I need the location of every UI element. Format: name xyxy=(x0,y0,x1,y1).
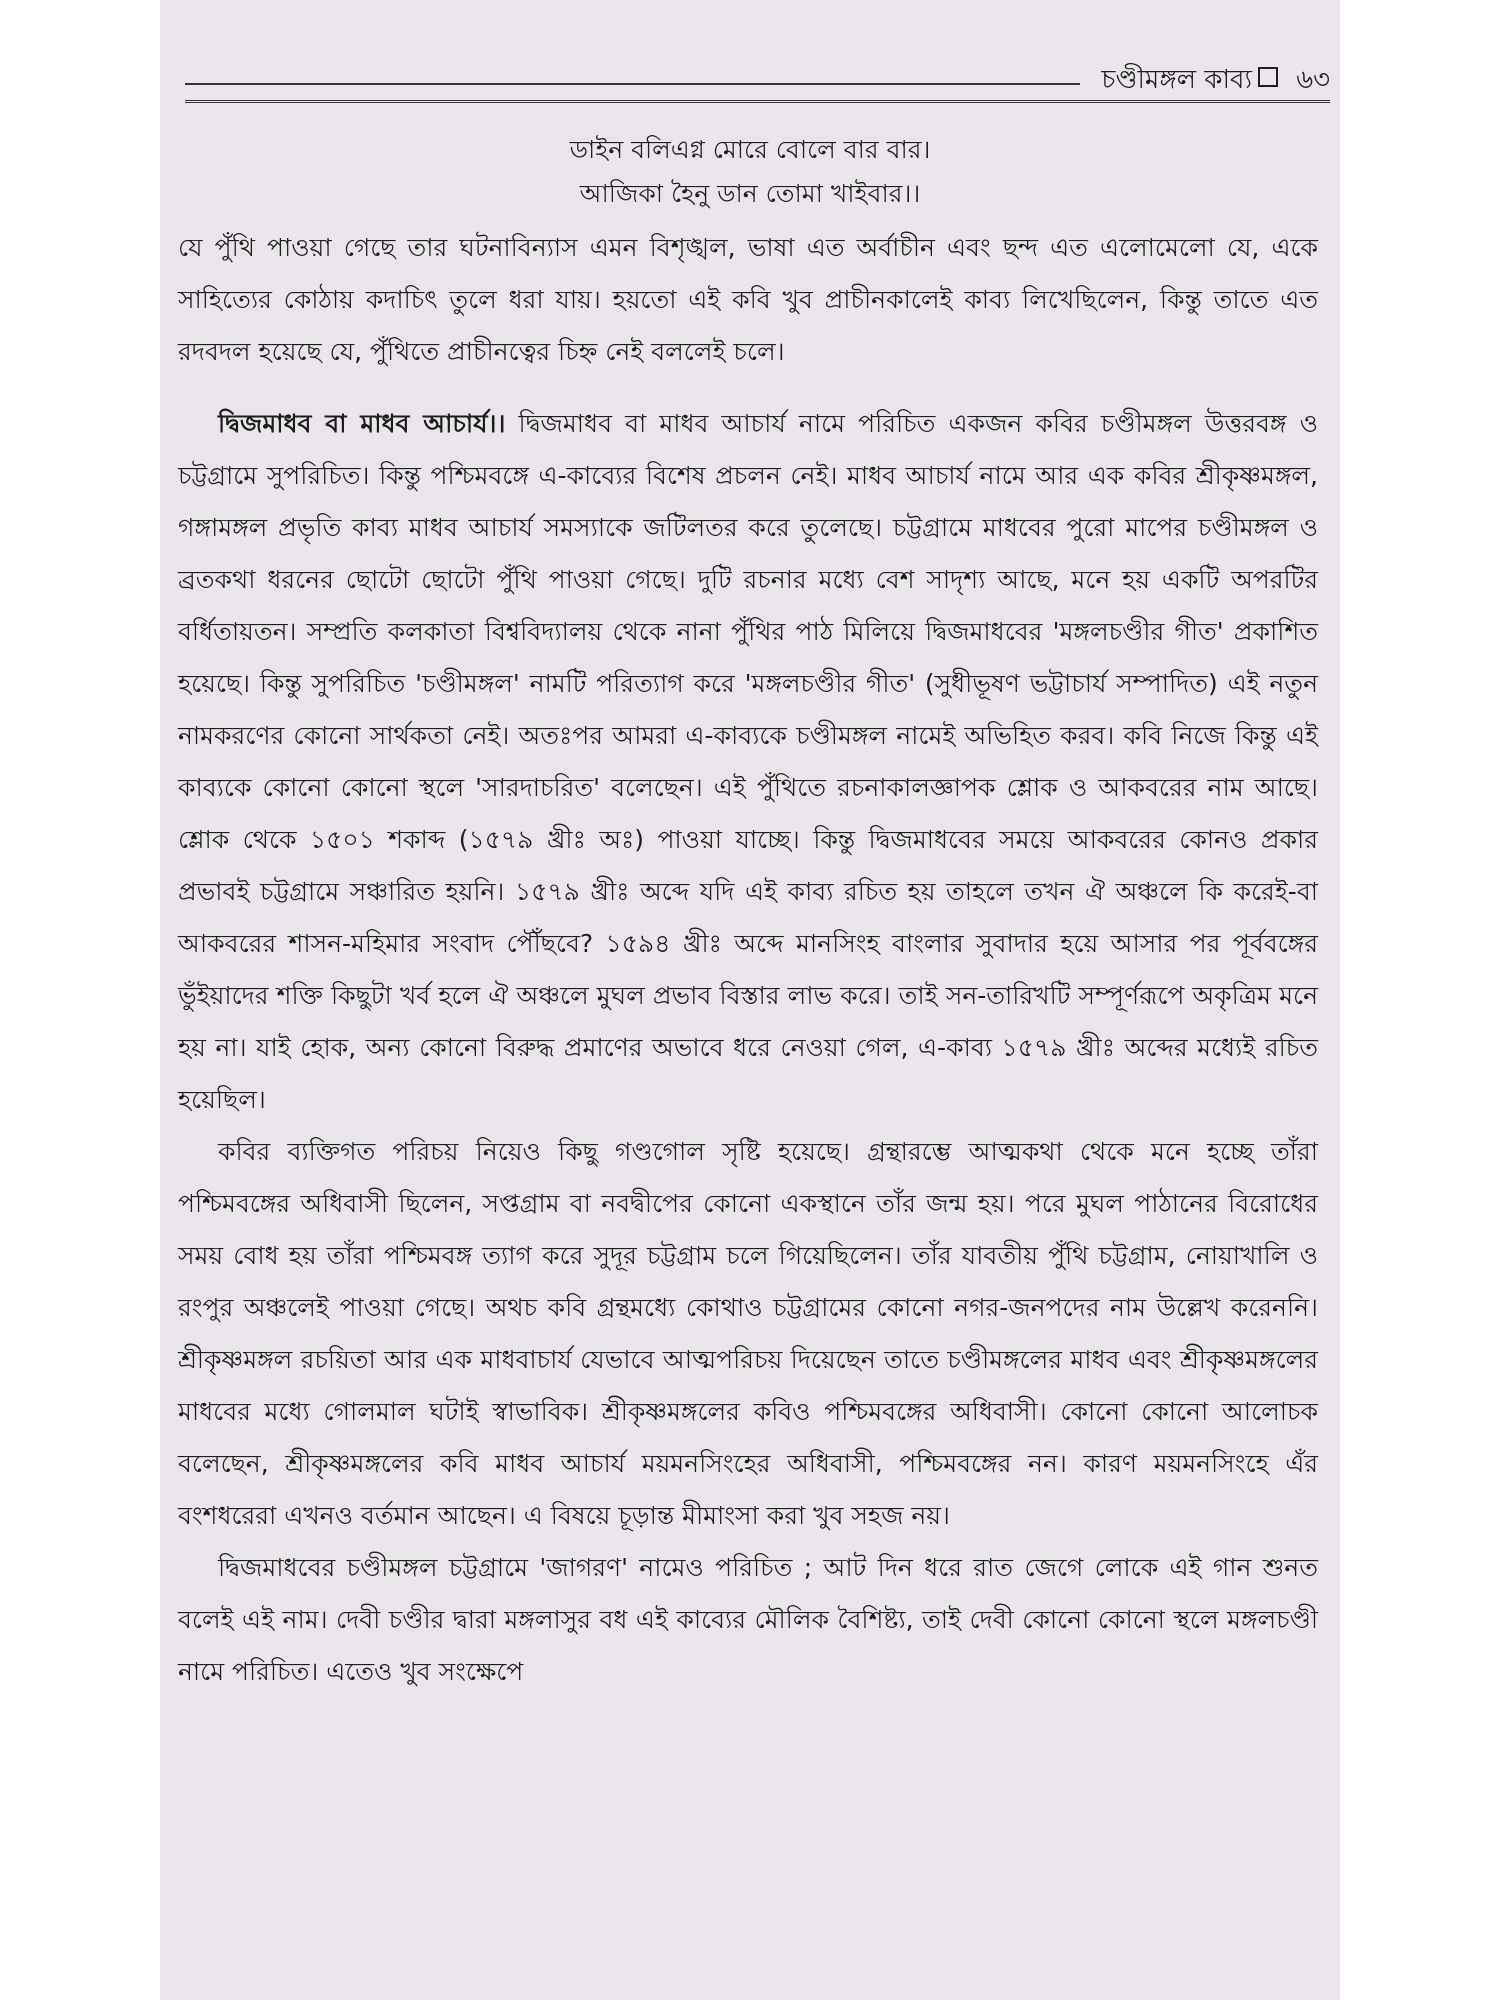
section-heading: দ্বিজমাধব বা মাধব আচার্য।। xyxy=(218,409,506,438)
header-double-rule xyxy=(185,100,1330,107)
paragraph-text: দ্বিজমাধবের চণ্ডীমঙ্গল চট্টগ্রামে 'জাগরণ' নামেও পরিচিত ; আট দিন ধরে রাত জেগে লোকে এই গান শুনত বলেই এই নাম। দেবী চণ্ডীর দ্বারা মঙ্গলাসুর বধ এই কাব্যের মৌলিক বৈশিষ্ট্য, তাই দেবী কোনো কোনো স্থলে মঙ্গলচণ্ডী নামে পরিচিত। এতেও খুব সংক্ষেপে xyxy=(178,1553,1318,1686)
paragraph-text: দ্বিজমাধব বা মাধব আচার্য নামে পরিচিত একজন কবির চণ্ডীমঙ্গল উত্তরবঙ্গ ও চট্টগ্রামে সুপরিচিত। কিন্তু পশ্চিমবঙ্গে এ-কাব্যের বিশেষ প্রচলন নেই। মাধব আচার্য নামে আর এক কবির শ্রীকৃষ্ণমঙ্গল, গঙ্গামঙ্গল প্রভৃতি কাব্য মাধব আচার্য সমস্যাকে জটিলতর করে তুলেছে। চট্টগ্রামে মাধবের পুরো মাপের চণ্ডীমঙ্গল ও ব্রতকথা ধরনের ছোটো ছোটো পুঁথি পাওয়া গেছে। দুটি রচনার মধ্যে বেশ সাদৃশ্য আছে, মনে হয় একটি অপরটির বর্ধিতায়তন। সম্প্রতি কলকাতা বিশ্ববিদ্যালয় থেকে নানা পুঁথির পাঠ মিলিয়ে দ্বিজমাধবের 'মঙ্গলচণ্ডীর গীত' প্রকাশিত হয়েছে। কিন্তু সুপরিচিত 'চণ্ডীমঙ্গল' নামটি পরিত্যাগ করে 'মঙ্গলচণ্ডীর গীত' (সুধীভূষণ ভট্টাচার্য সম্পাদিত) এই নতুন নামকরণের কোনো সার্থকতা নেই। অতঃপর আমরা এ-কাব্যকে চণ্ডীমঙ্গল নামেই অভিহিত করব। কবি নিজে কিন্তু এই কাব্যকে কোনো কোনো স্থলে 'সারদাচরিত' বলেছেন। এই পুঁথিতে রচনাকালজ্ঞাপক শ্লোক ও আকবরের নাম আছে। শ্লোক থেকে ১৫০১ শকাব্দ (১৫৭৯ খ্রীঃ অঃ) পাওয়া যাচ্ছে। কিন্তু দ্বিজমাধবের সময়ে আকবরের কোনও প্রকার প্রভাবই চট্টগ্রামে সঞ্চারিত হয়নি। ১৫৭৯ খ্রীঃ অব্দে যদি এই কাব্য রচিত হয় তাহলে তখন ঐ অঞ্চলে কি করেই-বা আকবরের শাসন-মহিমার সংবাদ পৌঁছবে? ১৫৯৪ খ্রীঃ অব্দে মানসিংহ বাংলার সুবাদার হয়ে আসার পর পূর্ববঙ্গের ভুঁইয়াদের শক্তি কিছুটা খর্ব হলে ঐ অঞ্চলে মুঘল প্রভাব বিস্তার লাভ করে। তাই সন-তারিখটি সম্পূর্ণরূপে অকৃত্রিম মনে হয় না। যাই হোক, অন্য কোনো বিরুদ্ধ প্রমাণের অভাবে ধরে নেওয়া গেল, এ-কাব্য ১৫৭৯ খ্রীঃ অব্দের মধ্যেই রচিত হয়েছিল। xyxy=(178,409,1318,1114)
paragraph-text: যে পুঁথি পাওয়া গেছে তার ঘটনাবিন্যাস এমন বিশৃঙ্খল, ভাষা এত অর্বাচীন এবং ছন্দ এত এলোমেলো যে, একে সাহিত্যের কোঠায় কদাচিৎ তুলে ধরা যায়। হয়তো এই কবি খুব প্রাচীনকালেই কাব্য লিখেছিলেন, কিন্তু তাতে এত রদবদল হয়েছে যে, পুঁথিতে প্রাচীনত্বের চিহ্ন নেই বললেই চলে। xyxy=(178,233,1318,366)
paragraph xyxy=(178,222,1318,378)
paragraph xyxy=(178,1126,1318,1542)
running-header xyxy=(185,55,1330,95)
verse-line: আজিকা হৈনু ডান তোমা খাইবার।। xyxy=(579,179,921,208)
header-rule xyxy=(185,83,1080,85)
paragraph xyxy=(178,1542,1318,1698)
square-ornament-icon xyxy=(1258,67,1278,87)
verse-line: ডাইন বলিএগ্ন মোরে বোলে বার বার। xyxy=(569,135,931,164)
book-page xyxy=(160,0,1340,2000)
page-number: ৬৩ xyxy=(1296,65,1330,95)
verse-block xyxy=(160,128,1340,216)
paragraph-text: কবির ব্যক্তিগত পরিচয় নিয়েও কিছু গণ্ডগোল সৃষ্টি হয়েছে। গ্রন্থারম্ভে আত্মকথা থেকে মনে হচ্ছে তাঁরা পশ্চিমবঙ্গের অধিবাসী ছিলেন, সপ্তগ্রাম বা নবদ্বীপের কোনো একস্থানে তাঁর জন্ম হয়। পরে মুঘল পাঠানের বিরোধের সময় বোধ হয় তাঁরা পশ্চিমবঙ্গ ত্যাগ করে সুদূর চট্টগ্রাম চলে গিয়েছিলেন। তাঁর যাবতীয় পুঁথি চট্টগ্রাম, নোয়াখালি ও রংপুর অঞ্চলেই পাওয়া গেছে। অথচ কবি গ্রন্থমধ্যে কোথাও চট্টগ্রামের কোনো নগর-জনপদের নাম উল্লেখ করেননি। শ্রীকৃষ্ণমঙ্গল রচয়িতা আর এক মাধবাচার্য যেভাবে আত্মপরিচয় দিয়েছেন তাতে চণ্ডীমঙ্গলের মাধব এবং শ্রীকৃষ্ণমঙ্গলের মাধবের মধ্যে গোলমাল ঘটাই স্বাভাবিক। শ্রীকৃষ্ণমঙ্গলের কবিও পশ্চিমবঙ্গের অধিবাসী। কোনো কোনো আলোচক বলেছেন, শ্রীকৃষ্ণমঙ্গলের কবি মাধব আচার্য ময়মনসিংহের অধিবাসী, পশ্চিমবঙ্গের নন। কারণ ময়মনসিংহে এঁর বংশধরেরা এখনও বর্তমান আছেন। এ বিষয়ে চূড়ান্ত মীমাংসা করা খুব সহজ নয়। xyxy=(178,1137,1318,1530)
paragraph xyxy=(178,398,1318,1126)
body-text xyxy=(178,222,1318,1698)
running-title: চণ্ডীমঙ্গল কাব্য xyxy=(1101,65,1252,95)
